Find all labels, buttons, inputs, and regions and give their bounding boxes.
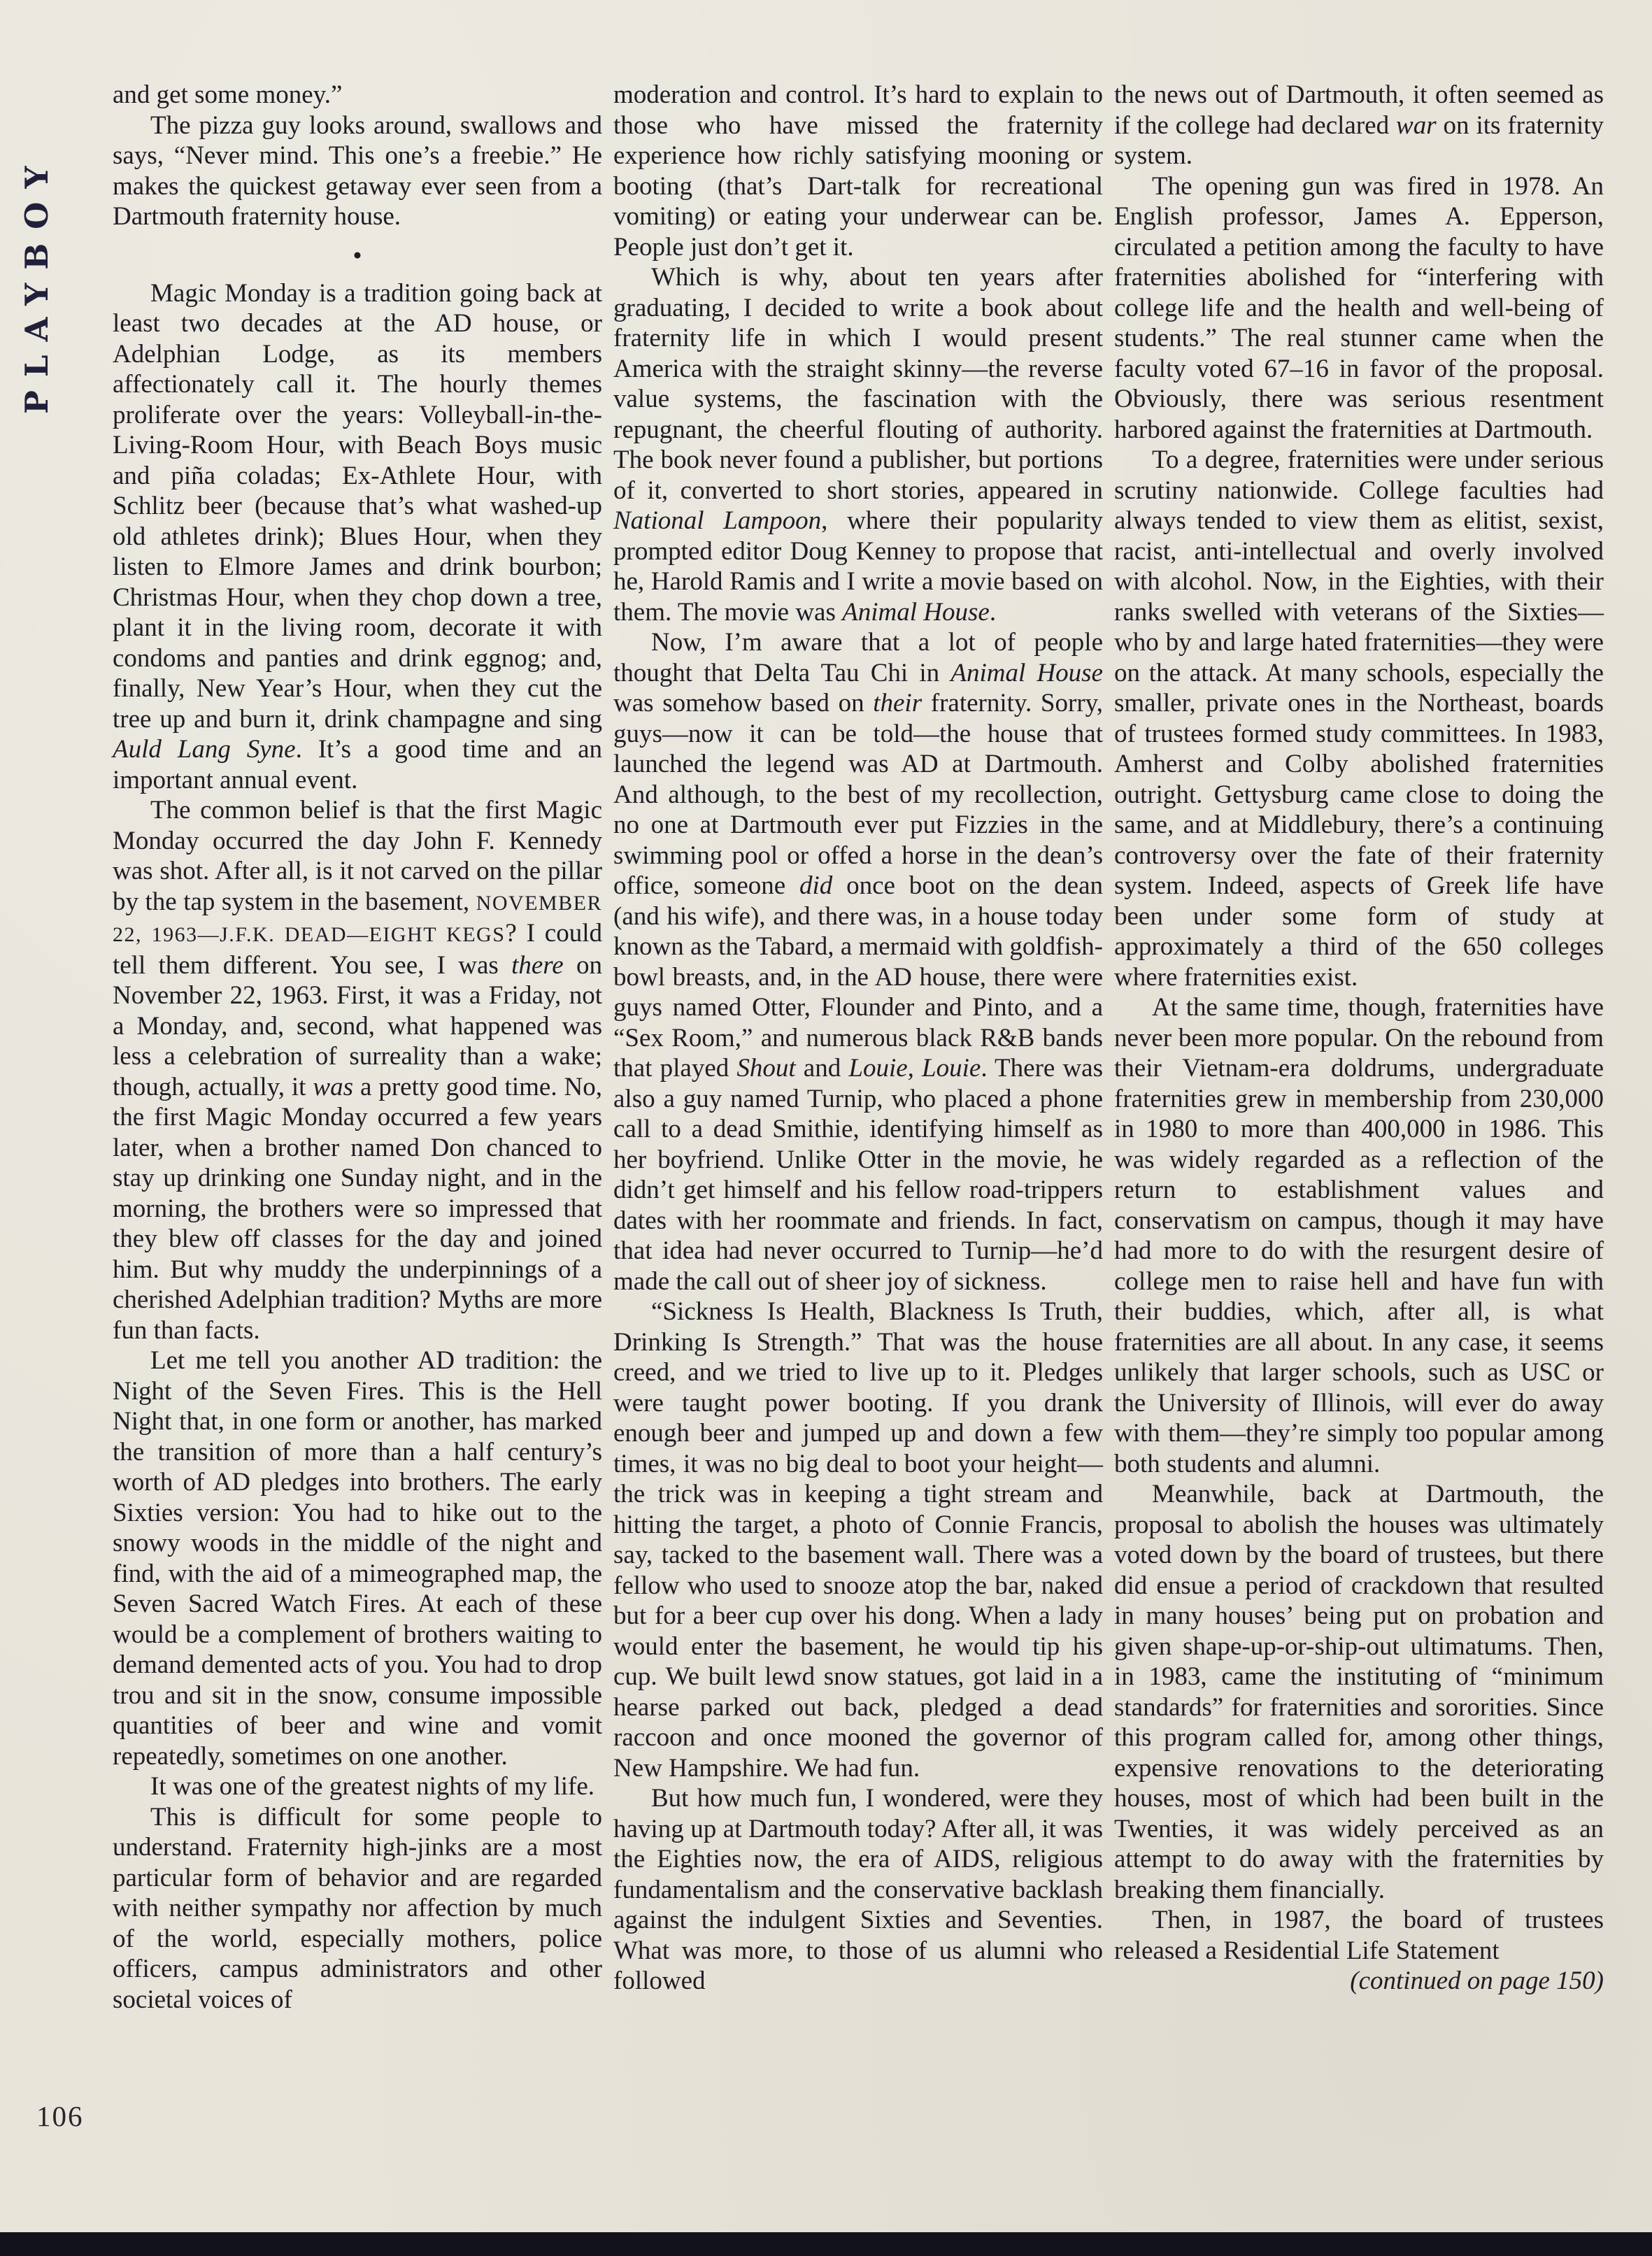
text-run: . [989, 597, 997, 627]
text-run: on its fraternity system. [1114, 110, 1604, 170]
text-run: . It’s a good time and an important annual event. [113, 735, 602, 794]
paragraph [113, 110, 602, 232]
paragraph [613, 262, 1103, 627]
text-run: fraternity. Sorry, guys—now it can be told—the house that launched the legend was AD at Dartmouth. And although, to the best of my recollection, no one at Dartmouth ever put Fizzies in the swimming pool or offed a horse in the dean’s office, someone [613, 689, 1103, 900]
text-run: Shout [736, 1054, 796, 1083]
scan-edge-band [0, 2232, 1652, 2256]
paragraph [613, 80, 1103, 262]
text-run: and [795, 1054, 849, 1083]
text-column-3 [1114, 80, 1604, 2015]
paragraph [1114, 445, 1604, 992]
text-run: moderation and control. It’s hard to explain to those who have missed the fraternity experience how richly satisfying mooning or booting (that’s Dart-talk for recreational vomiting) or eating your underwear can be. People just don’t get it. [613, 80, 1103, 262]
text-run: “Sickness Is Health, Blackness Is Truth, Drinking Is Strength.” That was the house creed, and we tried to live up to it. Pledges were taught power booting. If you drank enough beer and jumped up and down a few times, it was no big deal to boot your height—the trick was in keeping a tight stream and hitting the target, a photo of Connie Francis, say, tacked to the basement wall. There was a fellow who used to snooze atop the bar, naked but for a beer cup over his dong. When a lady would enter the basement, he would tip his cup. We built lewd snow statues, got laid in a hearse parked out back, pledged a dead raccoon and once mooned the governor of New Hampshire. We had fun. [613, 1297, 1103, 1783]
paragraph [613, 627, 1103, 1297]
text-run: was [313, 1072, 353, 1101]
text-run: a pretty good time. No, the first Magic Monday occurred a few years later, when a brother named Don chanced to stay up drinking one Sunday night, and in the morning, the brothers were so impressed that they blew off classes for the day and joined him. But why muddy the underpinnings of a cherished Adelphian tradition? Myths are more fun than facts. [113, 1072, 602, 1345]
text-run: their [873, 689, 923, 718]
text-column-1 [113, 80, 602, 2015]
text-run: To a degree, fraternities were under serious scrutiny nationwide. College faculties had always tended to view them as elitist, sexist, racist, anti-intellectual and overly involved with alcohol. Now, in the Eighties, with their ranks swelled with veterans of the Sixties—who by and large hated fraternities—they were on the attack. At many schools, especially the smaller, private ones in the Northeast, boards of trustees formed study committees. In 1983, Amherst and Colby abolished fraternities outright. Gettysburg came close to doing the same, and at Middlebury, there’s a continuing controversy over the fate of their fraternity system. Indeed, aspects of Greek life have been under some form of study at approximately a third of the 650 colleges where fraternities exist. [1114, 445, 1604, 992]
paragraph [113, 795, 602, 1345]
paragraph [1114, 1479, 1604, 1905]
text-run: war [1396, 110, 1437, 140]
paragraph [1114, 992, 1604, 1479]
text-run: The common belief is that the first Magic Monday occurred the day John F. Kennedy was shot. After all, is it not carved on the pillar by the tap system in the basement, [113, 796, 602, 916]
paragraph [1114, 80, 1604, 171]
paragraph [613, 1783, 1103, 1997]
paragraph [1114, 1905, 1604, 1966]
text-run: the news out of Dartmouth, it often seemed as if the college had declared [1114, 80, 1604, 140]
text-run: , where their popularity prompted editor Doug Kenney to propose that he, Harold Ramis and I write a movie based on them. The movie was [613, 506, 1103, 627]
text-run: . There was also a guy named Turnip, who placed a phone call to a dead Smithie, identifying himself as her boyfriend. Unlike Otter in the movie, he didn’t get himself and his fellow road-trippers dates with her roommate and friends. In fact, that idea had never occurred to Turnip—he’d made the call out of sheer joy of sickness. [613, 1054, 1103, 1296]
text-run: But how much fun, I wondered, were they having up at Dartmouth today? After all, it was the Eighties now, the era of AIDS, religious fundamentalism and the conservative backlash against the indulgent Sixties and Seventies. What was more, to those of us alumni who followed [613, 1784, 1103, 1995]
paragraph [113, 1802, 602, 2015]
text-column-2 [613, 80, 1103, 2015]
text-run: (continued on page 150) [1350, 1966, 1604, 1995]
paragraph [1114, 171, 1604, 445]
paragraph [613, 1297, 1103, 1783]
text-run: Auld Lang Syne [113, 735, 296, 764]
text-run: did [799, 871, 833, 900]
text-run: was somehow based on [613, 689, 874, 718]
text-run: ? I could tell them different. You see, I was [113, 919, 602, 980]
text-run: ● [353, 245, 362, 263]
text-run: The opening gun was fired in 1978. An English professor, James A. Epperson, circulated a petition among the faculty to have fraternities abolished for “interfering with college life and the health and well-being of students.” The real stunner came when the faculty voted 67–16 in favor of the proposal. Obviously, there was serious resentment harbored against the fraternities at Dartmouth. [1114, 171, 1604, 444]
text-run: Louie, Louie [848, 1054, 981, 1083]
text-run: The pizza guy looks around, swallows and says, “Never mind. This one’s a freebie.” He makes the quickest getaway ever seen from a Dartmouth fraternity house. [113, 110, 602, 231]
page-number: 106 [36, 2100, 84, 2132]
text-run: Animal House [950, 658, 1103, 687]
text-run: This is difficult for some people to understand. Fraternity high-jinks are a most particular form of behavior and are regarded with neither sympathy nor affection by much of the world, especially mothers, police officers, campus administrators and other societal voices of [113, 1802, 602, 2014]
paragraph [113, 80, 602, 110]
article-body [113, 80, 1604, 2015]
text-run: Which is why, about ten years after graduating, I decided to write a book about fraternity life in which I would present America with the straight skinny—the reverse value systems, the fascination with the repugnant, the cheerful flouting of authority. The book never found a publisher, but portions of it, converted to short stories, appeared in [613, 263, 1103, 505]
text-run: once boot on the dean (and his wife), and there was, in a house today known as the Tabard, a mermaid with goldfish-bowl breasts, and, in the AD house, there were guys named Otter, Flounder and Pinto, and a “Sex Room,” and numerous black R&B bands that played [613, 871, 1104, 1083]
magazine-title-vertical: PLAYBOY [18, 152, 55, 414]
text-run: and get some money.” [113, 80, 343, 109]
text-run: there [511, 950, 564, 980]
text-run: NOVEMBER 22, 1963—J.F.K. DEAD—EIGHT KEGS [113, 891, 602, 946]
paragraph [113, 278, 602, 796]
text-run: National Lampoon [613, 506, 822, 535]
text-run: It was one of the greatest nights of my life. [150, 1772, 594, 1801]
text-run: At the same time, though, fraternities have never been more popular. On the rebound from their Vietnam-era doldrums, undergraduate fraternities grew in membership from 230,000 in 1980 to more than 400,000 in 1986. This was widely regarded as a reflection of the return to establishment values and conservatism on campus, though it may have had more to do with the resurgent desire of college men to raise hell and have fun with their buddies, which, after all, is what fraternities are all about. In any case, it seems unlikely that larger schools, such as USC or the University of Illinois, will ever do away with them—they’re simply too popular among both students and alumni. [1114, 993, 1604, 1478]
paragraph [113, 1771, 602, 1802]
text-run: Animal House [842, 597, 990, 627]
text-run: Magic Monday is a tradition going back at least two decades at the AD house, or Adelphian Lodge, as its members affectionately call it. The hourly themes proliferate over the years: Volleyball-in-the-Living-Room Hour, with Beach Boys music and piña coladas; Ex-Athlete Hour, with Schlitz beer (because that’s what washed-up old athletes drink); Blues Hour, when they listen to Elmore James and drink bourbon; Christmas Hour, when they chop down a tree, plant it in the living room, decorate it with condoms and panties and drink eggnog; and, finally, New Year’s Hour, when they cut the tree up and burn it, drink champagne and sing [113, 278, 602, 734]
text-run: Meanwhile, back at Dartmouth, the proposal to abolish the houses was ultimately voted down by the board of trustees, but there did ensue a period of crackdown that resulted in many houses’ being put on probation and given shape-up-or-ship-out ultimatums. Then, in 1983, came the instituting of “minimum standards” for fraternities and sororities. Since this program called for, among other things, expensive renovations to the deteriorating houses, most of which had been built in the Twenties, it was widely perceived as an attempt to do away with the fraternities by breaking them financially. [1114, 1480, 1604, 1904]
text-run: Then, in 1987, the board of trustees released a Residential Life Statement [1114, 1906, 1604, 1965]
text-run: Let me tell you another AD tradition: the Night of the Seven Fires. This is the Hell Night that, in one form or another, has marked the transition of more than a half century’s worth of AD pledges into brothers. The early Sixties version: You had to hike out to the snowy woods in the middle of the night and find, with the aid of a mimeographed map, the Seven Sacred Watch Fires. At each of these would be a complement of brothers waiting to demand demented acts of you. You had to drop trou and sit in the snow, consume impossible quantities of beer and wine and vomit repeatedly, sometimes on one another. [113, 1346, 602, 1771]
continued-note [1114, 1966, 1604, 1997]
text-run: on November 22, 1963. First, it was a Friday, not a Monday, and, second, what happened was less a celebration of surreality than a wake; though, actually, it [113, 950, 603, 1101]
text-run: Now, I’m aware that a lot of people thought that Delta Tau Chi in [613, 628, 1103, 687]
section-break-bullet [113, 232, 602, 278]
paragraph [113, 1345, 602, 1771]
